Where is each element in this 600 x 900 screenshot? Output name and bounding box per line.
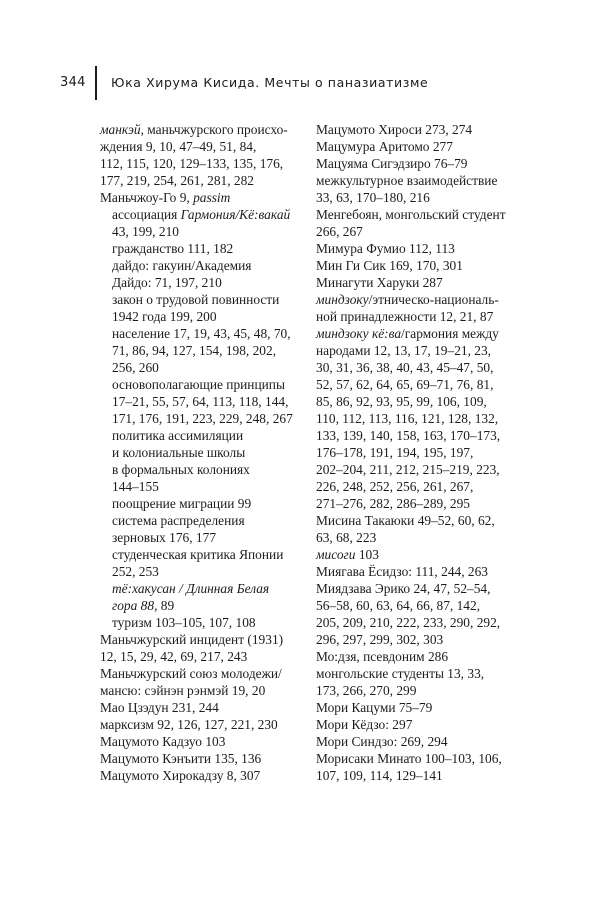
- entry-text: Мацумото Хирокадзу 8, 307: [100, 768, 261, 783]
- index-entry-line: [112, 614, 298, 631]
- index-entry-line: [316, 308, 526, 325]
- index-entry-line: [100, 631, 298, 648]
- page-header: [0, 66, 600, 100]
- entry-text: Минагути Харуки 287: [316, 275, 443, 290]
- index-entry-line: [316, 614, 526, 631]
- index-entry: [100, 665, 298, 699]
- index-entry-line: [100, 733, 298, 750]
- index-entry-line: [316, 512, 526, 529]
- entry-text: и колониальные школы: [112, 445, 246, 460]
- entry-text: Мо:дзя, псевдоним 286: [316, 649, 449, 664]
- index-entry: [316, 206, 526, 240]
- index-entry-line: [100, 648, 298, 665]
- index-entry-line: [112, 495, 298, 512]
- index-entry-line: [316, 648, 526, 665]
- index-entry: [100, 121, 298, 189]
- index-entry-line: [112, 580, 298, 597]
- entry-text: 256, 260: [112, 360, 159, 375]
- entry-text: 43, 199, 210: [112, 224, 179, 239]
- index-entry-line: [112, 308, 298, 325]
- entry-text: ной принадлежности 12, 21, 87: [316, 309, 494, 324]
- index-entry-line: [112, 444, 298, 461]
- index-entry-line: [316, 767, 526, 784]
- entry-text: Мацумура Аритомо 277: [316, 139, 453, 154]
- entry-text: мансю: сэйнэн рэнмэй 19, 20: [100, 683, 266, 698]
- index-entry: [100, 189, 298, 206]
- index-entry-line: [316, 325, 526, 342]
- entry-text: 112, 115, 120, 129–133, 135, 176,: [100, 156, 284, 171]
- index-entry-line: [316, 172, 526, 189]
- entry-text: Мацумото Хироси 273, 274: [316, 122, 473, 137]
- index-entry: [316, 546, 526, 563]
- entry-text: 17–21, 55, 57, 64, 113, 118, 144,: [112, 394, 289, 409]
- entry-text: Мимура Фумио 112, 113: [316, 241, 455, 256]
- entry-text: студенческая критика Японии: [112, 547, 284, 562]
- entry-text: Мацумото Кэнъити 135, 136: [100, 751, 262, 766]
- index-entry-line: [100, 750, 298, 767]
- index-entry-line: [112, 342, 298, 359]
- entry-text: 266, 267: [316, 224, 363, 239]
- index-column-right: [316, 121, 526, 784]
- index-entry: [100, 733, 298, 750]
- italic-term: тё:хакусан / Длинная Белая: [112, 581, 270, 596]
- entry-text: дайдо: гакуин/Академия: [112, 258, 252, 273]
- entry-text: 171, 176, 191, 223, 229, 248, 267: [112, 411, 293, 426]
- entry-text: Мори Кёдзо: 297: [316, 717, 413, 732]
- index-subentry: [100, 274, 298, 291]
- index-entry-line: [316, 631, 526, 648]
- entry-text: ждения 9, 10, 47–49, 51, 84,: [100, 139, 257, 154]
- index-subentry: [100, 257, 298, 274]
- entry-text: 85, 86, 92, 93, 95, 99, 106, 109,: [316, 394, 487, 409]
- index-entry: [316, 716, 526, 733]
- entry-text: межкультурное взаимодействие: [316, 173, 498, 188]
- index-column-left: [100, 121, 298, 784]
- index-entry-line: [112, 223, 298, 240]
- entry-text: /гармония между: [401, 326, 499, 341]
- entry-text: система распределения: [112, 513, 245, 528]
- index-subentry: [100, 495, 298, 512]
- entry-text: монгольские студенты 13, 33,: [316, 666, 485, 681]
- entry-text: , 89: [154, 598, 175, 613]
- entry-text: 205, 209, 210, 222, 233, 290, 292,: [316, 615, 501, 630]
- index-entry: [316, 257, 526, 274]
- entry-text: 12, 15, 29, 42, 69, 217, 243: [100, 649, 248, 664]
- italic-term: мисоги: [316, 547, 356, 562]
- index-subentry: [100, 240, 298, 257]
- index-entry: [316, 580, 526, 648]
- index-subentry: [100, 614, 298, 631]
- index-entry-line: [112, 274, 298, 291]
- entry-text: 177, 219, 254, 261, 281, 282: [100, 173, 254, 188]
- entry-text: Мао Цзэдун 231, 244: [100, 700, 219, 715]
- entry-text: туризм 103–105, 107, 108: [112, 615, 256, 630]
- index-subentry: [100, 206, 298, 240]
- index-entry: [316, 274, 526, 291]
- index-subentry: [100, 325, 298, 376]
- index-entry-line: [112, 325, 298, 342]
- entry-text: ассоциация: [112, 207, 181, 222]
- index-entry: [100, 716, 298, 733]
- index-subentry: [100, 580, 298, 614]
- entry-text: 56–58, 60, 63, 64, 66, 87, 142,: [316, 598, 481, 613]
- index-entry-line: [316, 376, 526, 393]
- index-entry: [100, 631, 298, 665]
- entry-text: 296, 297, 299, 302, 303: [316, 632, 444, 647]
- index-entry-line: [316, 274, 526, 291]
- index-entry-line: [316, 342, 526, 359]
- index-entry-line: [316, 750, 526, 767]
- entry-text: политика ассимиляции: [112, 428, 244, 443]
- entry-text: 71, 86, 94, 127, 154, 198, 202,: [112, 343, 277, 358]
- index-entry-line: [316, 495, 526, 512]
- index-entry: [316, 155, 526, 172]
- entry-text: Миягава Ёсидзо: 111, 244, 263: [316, 564, 488, 579]
- index-entry-line: [316, 597, 526, 614]
- index-entry-line: [316, 478, 526, 495]
- entry-text: основополагающие принципы: [112, 377, 285, 392]
- index-entry-line: [316, 291, 526, 308]
- index-entry-line: [100, 121, 298, 138]
- index-entry: [316, 733, 526, 750]
- index-entry-line: [316, 155, 526, 172]
- index-entry-line: [316, 699, 526, 716]
- index-entry-line: [112, 240, 298, 257]
- index-entry-line: [316, 410, 526, 427]
- index-entry-line: [112, 376, 298, 393]
- entry-text: гражданство 111, 182: [112, 241, 234, 256]
- index-entry-line: [112, 461, 298, 478]
- index-entry-line: [112, 512, 298, 529]
- index-entry-line: [112, 563, 298, 580]
- index-entry: [316, 121, 526, 138]
- index-entry: [316, 240, 526, 257]
- entry-text: Мацумото Кадзуо 103: [100, 734, 226, 749]
- entry-text: Маньчжурский союз молодежи/: [100, 666, 282, 681]
- entry-text: 1942 года 199, 200: [112, 309, 217, 324]
- index-entry-line: [316, 529, 526, 546]
- index-entry-line: [316, 359, 526, 376]
- index-entry: [100, 750, 298, 767]
- entry-text: 226, 248, 252, 256, 261, 267,: [316, 479, 474, 494]
- index-entry-line: [100, 767, 298, 784]
- index-entry-line: [316, 682, 526, 699]
- italic-term: гора 88: [112, 598, 155, 613]
- entry-text: поощрение миграции 99: [112, 496, 252, 511]
- index-entry-line: [316, 444, 526, 461]
- index-entry: [316, 563, 526, 580]
- entry-text: в формальных колониях: [112, 462, 250, 477]
- entry-text: 30, 31, 36, 38, 40, 43, 45–47, 50,: [316, 360, 494, 375]
- index-entry-line: [316, 580, 526, 597]
- entry-text: 110, 112, 113, 116, 121, 128, 132,: [316, 411, 499, 426]
- index-entry-line: [316, 257, 526, 274]
- index-entry: [316, 172, 526, 206]
- index-entry-line: [112, 393, 298, 410]
- entry-text: Мори Кацуми 75–79: [316, 700, 433, 715]
- entry-text: 176–178, 191, 194, 195, 197,: [316, 445, 474, 460]
- index-entry-line: [112, 427, 298, 444]
- index-subentry: [100, 291, 298, 325]
- index-entry: [100, 699, 298, 716]
- index-entry-line: [316, 206, 526, 223]
- index-entry-line: [316, 546, 526, 563]
- index-entry-line: [100, 699, 298, 716]
- index-entry-line: [100, 172, 298, 189]
- index-subentry: [100, 376, 298, 427]
- entry-text: /этническо-националь-: [368, 292, 499, 307]
- entry-text: 52, 57, 62, 64, 65, 69–71, 76, 81,: [316, 377, 494, 392]
- entry-text: , маньчжурского происхо-: [140, 122, 288, 137]
- entry-text: 144–155: [112, 479, 159, 494]
- entry-text: 103: [355, 547, 379, 562]
- index-entry-line: [100, 665, 298, 682]
- index-entry-line: [112, 257, 298, 274]
- entry-text: 202–204, 211, 212, 215–219, 223,: [316, 462, 500, 477]
- index-entry-line: [112, 359, 298, 376]
- entry-text: марксизм 92, 126, 127, 221, 230: [100, 717, 278, 732]
- italic-term: миндзоку: [316, 292, 369, 307]
- index-entry: [316, 750, 526, 784]
- entry-text: закон о трудовой повинности: [112, 292, 280, 307]
- index-entry-line: [112, 478, 298, 495]
- entry-text: Морисаки Минато 100–103, 106,: [316, 751, 502, 766]
- index-entry-line: [100, 155, 298, 172]
- index-subentry: [100, 512, 298, 546]
- index-entry-line: [316, 563, 526, 580]
- index-entry-line: [316, 427, 526, 444]
- italic-term: манкэй: [100, 122, 141, 137]
- entry-text: народами 12, 13, 17, 19–21, 23,: [316, 343, 492, 358]
- index-entry-line: [112, 291, 298, 308]
- header-divider: [95, 66, 97, 100]
- index-entry-line: [112, 597, 298, 614]
- entry-text: 133, 139, 140, 158, 163, 170–173,: [316, 428, 501, 443]
- index-entry-line: [112, 206, 298, 223]
- index-entry: [100, 767, 298, 784]
- entry-text: население 17, 19, 43, 45, 48, 70,: [112, 326, 291, 341]
- index-entry-line: [316, 733, 526, 750]
- index-entry-line: [112, 546, 298, 563]
- page-number: 344: [60, 75, 86, 90]
- italic-term: миндзоку кё:ва: [316, 326, 402, 341]
- index-entry-line: [100, 138, 298, 155]
- index-entry-line: [112, 529, 298, 546]
- index-entry-line: [112, 410, 298, 427]
- index-entry-line: [316, 716, 526, 733]
- entry-text: Мисина Такаюки 49–52, 60, 62,: [316, 513, 495, 528]
- index-entry-line: [316, 223, 526, 240]
- italic-term: passim: [193, 190, 231, 205]
- entry-text: Менгебоян, монгольский студент: [316, 207, 506, 222]
- entry-text: 173, 266, 270, 299: [316, 683, 417, 698]
- index-entry-line: [316, 393, 526, 410]
- index-subentry: [100, 546, 298, 580]
- index-entry-line: [316, 121, 526, 138]
- index-entry-line: [316, 240, 526, 257]
- entry-text: Дайдо: 71, 197, 210: [112, 275, 222, 290]
- entry-text: 63, 68, 223: [316, 530, 377, 545]
- index-entry: [316, 665, 526, 699]
- index-entry: [316, 325, 526, 512]
- index-entry-line: [316, 138, 526, 155]
- running-title: Юка Хирума Кисида. Мечты о паназиатизме: [111, 75, 429, 90]
- index-entry: [316, 512, 526, 546]
- index-entry: [316, 699, 526, 716]
- entry-text: 271–276, 282, 286–289, 295: [316, 496, 470, 511]
- entry-text: Маньчжоу-Го 9,: [100, 190, 194, 205]
- italic-term: Гармония/Кё:вакай: [180, 207, 291, 222]
- index-entry: [316, 648, 526, 665]
- entry-text: Маньчжурский инцидент (1931): [100, 632, 284, 647]
- entry-text: Мори Синдзо: 269, 294: [316, 734, 448, 749]
- index-entry-line: [100, 189, 298, 206]
- entry-text: Мацуяма Сигэдзиро 76–79: [316, 156, 468, 171]
- entry-text: зерновых 176, 177: [112, 530, 217, 545]
- entry-text: Миядзава Эрико 24, 47, 52–54,: [316, 581, 491, 596]
- index-entry-line: [100, 716, 298, 733]
- index-subentry: [100, 427, 298, 495]
- entry-text: Мин Ги Сик 169, 170, 301: [316, 258, 463, 273]
- entry-text: 33, 63, 170–180, 216: [316, 190, 430, 205]
- index-entry-line: [316, 665, 526, 682]
- index-entry: [316, 138, 526, 155]
- index-entry: [316, 291, 526, 325]
- index-entry-line: [316, 189, 526, 206]
- entry-text: 107, 109, 114, 129–141: [316, 768, 443, 783]
- index-entry-line: [100, 682, 298, 699]
- entry-text: 252, 253: [112, 564, 159, 579]
- index-entry-line: [316, 461, 526, 478]
